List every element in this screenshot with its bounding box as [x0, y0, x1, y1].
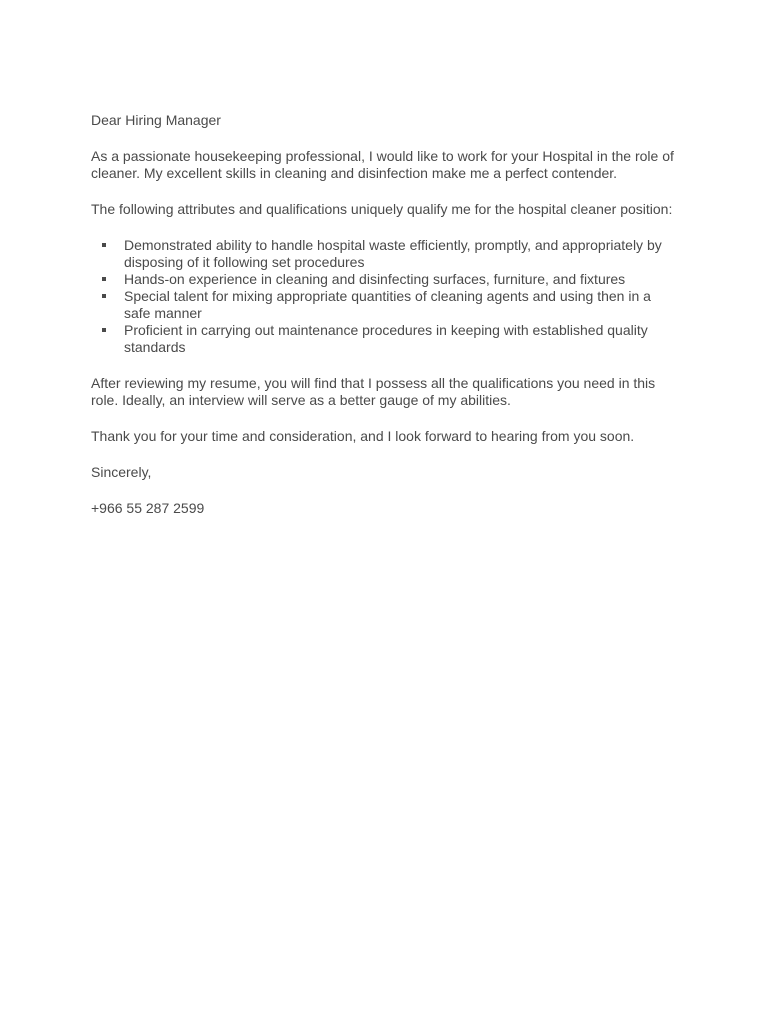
- salutation: Dear Hiring Manager: [91, 112, 221, 128]
- list-item-text: Proficient in carrying out maintenance procedures in keeping with established quality standards: [124, 322, 648, 355]
- list-item: [91, 322, 681, 356]
- resume-paragraph: After reviewing my resume, you will find that I possess all the qualifications you need in this role. Ideally, an interview will serve as a better gauge of my abilities.: [91, 375, 656, 408]
- list-item: [91, 271, 681, 288]
- thanks-paragraph: Thank you for your time and consideration, and I look forward to hearing from you soon.: [91, 428, 635, 444]
- list-item: [91, 288, 681, 322]
- qualifications-list: [91, 237, 681, 356]
- list-item-text: Special talent for mixing appropriate quantities of cleaning agents and using then in a safe manner: [124, 288, 651, 321]
- list-item-text: Hands-on experience in cleaning and disinfecting surfaces, furniture, and fixtures: [124, 271, 626, 287]
- square-bullet-icon: [102, 294, 106, 298]
- square-bullet-icon: [102, 328, 106, 332]
- qualifications-intro: The following attributes and qualifications uniquely qualify me for the hospital cleaner position:: [91, 201, 673, 217]
- cover-letter: [91, 112, 681, 536]
- list-item-text: Demonstrated ability to handle hospital waste efficiently, promptly, and appropriately by disposing of it following set procedures: [124, 237, 662, 270]
- square-bullet-icon: [102, 243, 106, 247]
- list-item: [91, 237, 681, 271]
- phone-number: +966 55 287 2599: [91, 500, 205, 516]
- square-bullet-icon: [102, 277, 106, 281]
- closing: Sincerely,: [91, 464, 152, 480]
- intro-paragraph: As a passionate housekeeping professional, I would like to work for your Hospital in the role of cleaner. My excellent skills in cleaning and disinfection make me a perfect contender.: [91, 148, 674, 181]
